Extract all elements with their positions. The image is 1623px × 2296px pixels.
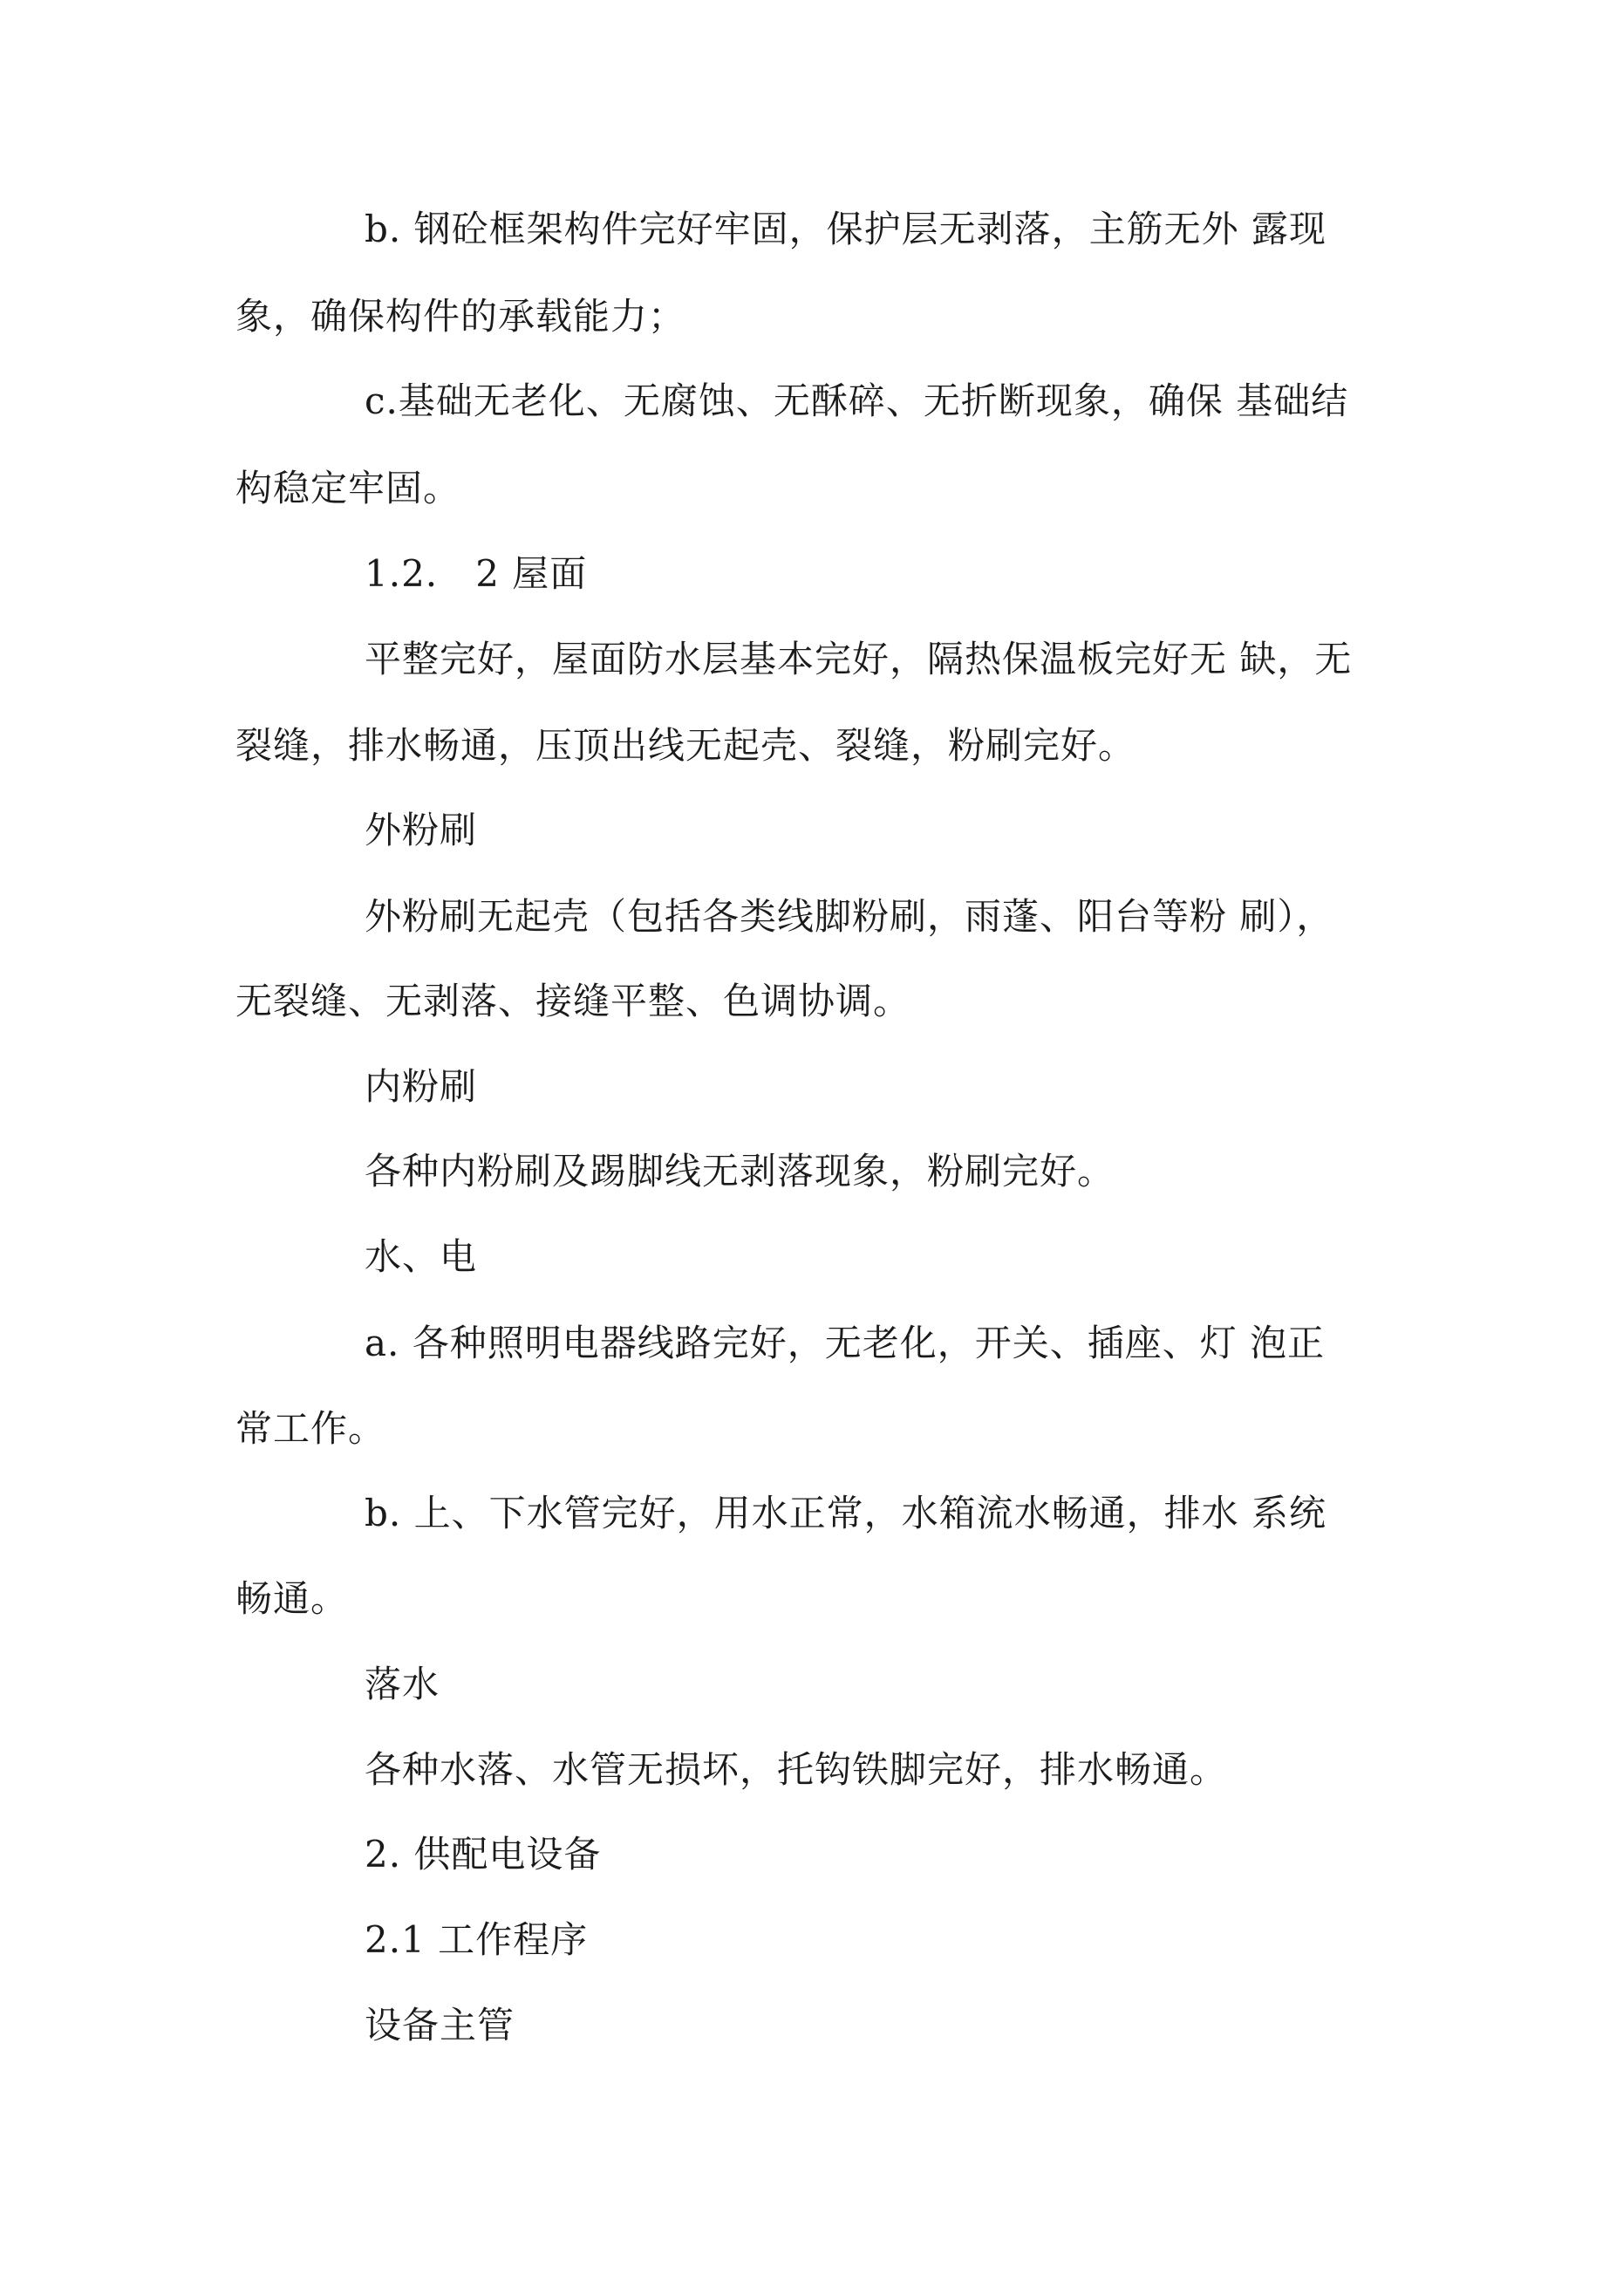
text-line-16: b. 上、下水管完好，用水正常，水箱流水畅通，排水 系统 [365,1492,1326,1534]
text-line-7: 裂缝，排水畅通，压顶出线无起壳、裂缝，粉刷完好。 [235,724,1136,767]
heading-equipment-manager: 设备主管 [365,2004,515,2047]
text-line-2: 象，确保构件的承载能力； [235,295,686,338]
text-line-12: 各种内粉刷及踢脚线无剥落现象，粉刷完好。 [365,1150,1115,1192]
heading-water-electric: 水、电 [365,1235,478,1278]
heading-interior-plaster: 内粉刷 [365,1065,478,1108]
heading-work-procedure: 2.1 工作程序 [365,1918,589,1961]
text-line-4: 构稳定牢固。 [235,467,461,509]
heading-roof: 1.2. 2 屋面 [365,552,588,595]
text-line-10: 无裂缝、无剥落、接缝平整、色调协调。 [235,980,911,1022]
text-line-15: 常工作。 [235,1407,386,1450]
heading-downpipes: 落水 [365,1663,440,1705]
text-line-19: 各种水落、水管无损坏，托钩铁脚完好，排水畅通。 [365,1748,1228,1791]
text-line-6: 平整完好，屋面防水层基本完好，隔热保温板完好无 缺，无 [365,638,1353,680]
text-line-3: c.基础无老化、无腐蚀、无酥碎、无折断现象，确保 基础结 [365,379,1349,422]
heading-power-supply: 2. 供配电设备 [365,1833,602,1876]
text-line-17: 畅通。 [235,1577,349,1620]
text-line-1: b. 钢砼框架构件完好牢固，保护层无剥落，主筋无外 露现 [365,208,1326,250]
text-line-14: a. 各种照明电器线路完好，无老化，开关、插座、灯 泡正 [365,1322,1326,1364]
text-line-9: 外粉刷无起壳（包括各类线脚粉刷，雨蓬、阳台等粉 刷）， [365,895,1334,938]
heading-exterior-plaster: 外粉刷 [365,809,478,851]
